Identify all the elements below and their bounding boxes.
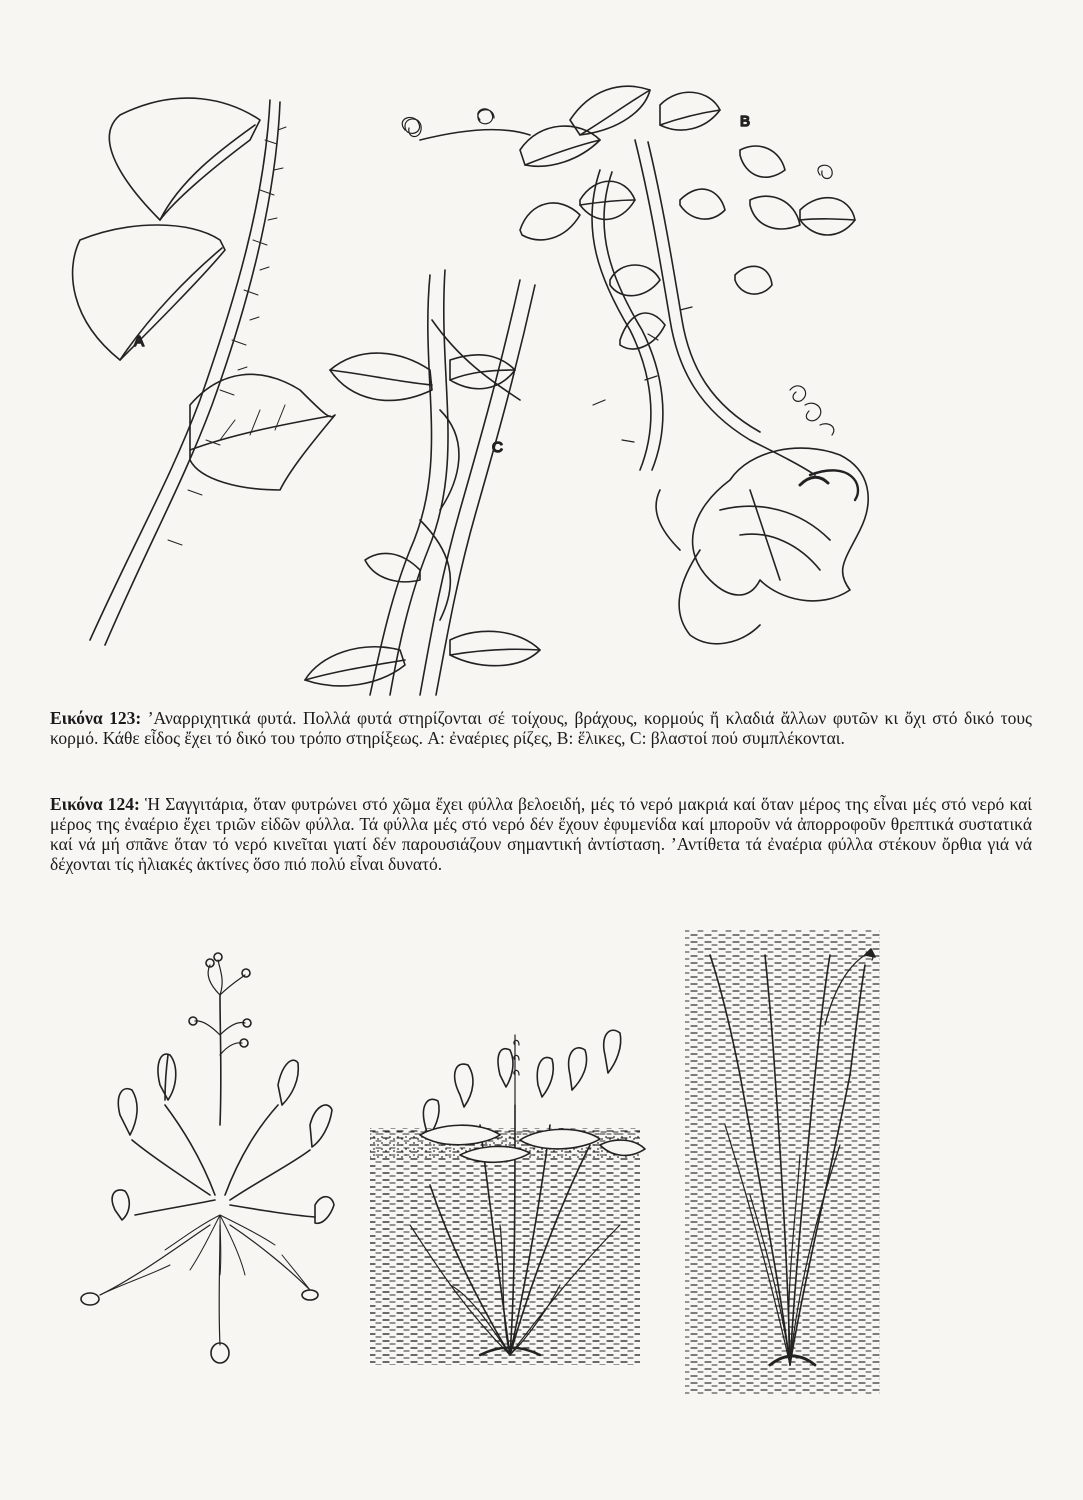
figure-124-caption xyxy=(50,794,1032,874)
sagittaria-partial-water xyxy=(370,968,645,1365)
sagittaria-terrestrial xyxy=(81,953,334,1363)
figure-123-caption-label: Εικόνα 123: xyxy=(50,708,142,728)
figure-123-illustration xyxy=(60,80,880,705)
figure-124-illustrations xyxy=(60,925,900,1400)
plant-c-twining-stems xyxy=(305,270,540,695)
figure-124-caption-text: Ἡ Σαγγιτάρια, ὅταν φυτρώνει στό χῶμα ἔχει φύλλα βελοειδή, μές τό νερό μακριά καί ὅταν μέρος της εἶναι μές στό νερό καί μέρος της ἐναέριο ἔχει τριῶν εἰδῶν φύλλα. Τά φύλλα μές στό νερό δέν ἔχουν ἐφυμενίδα καί μποροῦν νά ἀπορροφοῦν θρεπτικά συστατικά καί νά μή σπᾶνε ὅταν τό νερό κινεῖται γιατί δέν παρουσιάζουν σημαντική ἀντίσταση. ’Αντίθετα τά ἐναέρια φύλλα στέκουν ὄρθια γιά νά δέχονται τίς ἡλιακές ἀκτίνες ὅσο πιό πολύ εἶναι δυνατό. xyxy=(50,794,1032,874)
label-a: A xyxy=(134,333,145,350)
sagittaria-submerged xyxy=(685,930,880,1395)
plant-a-aerial-roots xyxy=(73,98,335,645)
label-c: C xyxy=(492,439,503,456)
figure-123-caption xyxy=(50,708,1032,748)
figure-124-caption-label: Εικόνα 124: xyxy=(50,794,140,814)
label-b: B xyxy=(740,113,751,130)
figure-123-caption-text: ’Αναρριχητικά φυτά. Πολλά φυτά στηρίζονται σέ τοίχους, βράχους, κορμούς ἤ κλαδιά ἄλλων φυτῶν κι ὄχι στό δικό τους κορμό. Κάθε εἶδος ἔχει τό δικό του τρόπο στηρίξεως. A: ἐναέριες ρίζες, B: ἕλικες, C: βλαστοί πού συμπλέκονται. xyxy=(50,708,1032,748)
